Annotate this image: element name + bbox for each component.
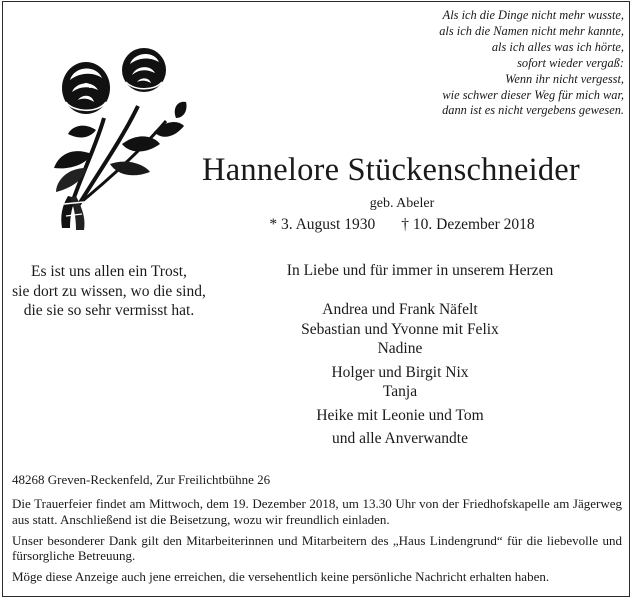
poem-line: Als ich die Dinge nicht mehr wusste, <box>442 8 624 22</box>
poem <box>324 8 624 119</box>
mourner-line: Heike mit Leonie und Tom <box>316 406 484 424</box>
mourner-line: Holger und Birgit Nix <box>331 363 469 381</box>
mourner-line: Nadine <box>377 340 423 357</box>
mourners-intro: In Liebe und für immer in unserem Herzen <box>286 262 554 279</box>
notice-body <box>12 496 622 590</box>
mourner-closing: und alle Anverwandte <box>331 430 468 447</box>
consolation-line: die sie so sehr vermisst hat. <box>23 302 195 319</box>
mourners-list <box>250 300 550 449</box>
poem-line: dann ist es nicht vergebens gewesen. <box>442 103 624 118</box>
roses-icon <box>26 46 196 236</box>
life-dates <box>262 216 542 234</box>
consolation-text <box>0 262 218 321</box>
poem-line: wie schwer dieser Weg für mich war, <box>442 87 624 102</box>
closing-paragraph: Möge diese Anzeige auch jene erreichen, die versehentlich keine persönliche Nachricht erhalten haben. <box>12 569 550 585</box>
deceased-name: Hannelore Stückenschneider <box>202 152 580 188</box>
address: 48268 Greven-Reckenfeld, Zur Freilichtbühne 26 <box>12 472 271 487</box>
birth-date: * 3. August 1930 <box>269 216 376 233</box>
funeral-paragraph: Die Trauerfeier findet am Mittwoch, dem 19. Dezember 2018, um 13.30 Uhr von der Friedhofskapelle am Jägerweg aus statt. Anschließend ist die Beisetzung, wozu wir freundlich einladen. <box>12 496 622 527</box>
mourner-line: Sebastian und Yvonne mit Felix <box>301 320 499 338</box>
poem-line: Wenn ihr nicht vergesst, <box>505 71 624 86</box>
thanks-paragraph: Unser besonderer Dank gilt den Mitarbeiterinnen und Mitarbeitern des „Haus Lindengrund“ für die liebevolle und fürsorgliche Betreuung. <box>12 532 622 564</box>
death-date: † 10. Dezember 2018 <box>401 216 535 233</box>
birth-name: geb. Abeler <box>369 196 435 211</box>
consolation-line: Es ist uns allen ein Trost, <box>31 263 187 280</box>
consolation-line: sie dort zu wissen, wo die sind, <box>12 282 206 300</box>
poem-line: sofort wieder vergaß: <box>517 55 624 70</box>
poem-line: als ich die Namen nicht mehr kannte, <box>439 23 624 38</box>
mourner-line: Andrea und Frank Näfelt <box>322 301 478 318</box>
poem-line: als ich alles was ich hörte, <box>491 39 624 54</box>
mourner-line: Tanja <box>382 383 418 400</box>
